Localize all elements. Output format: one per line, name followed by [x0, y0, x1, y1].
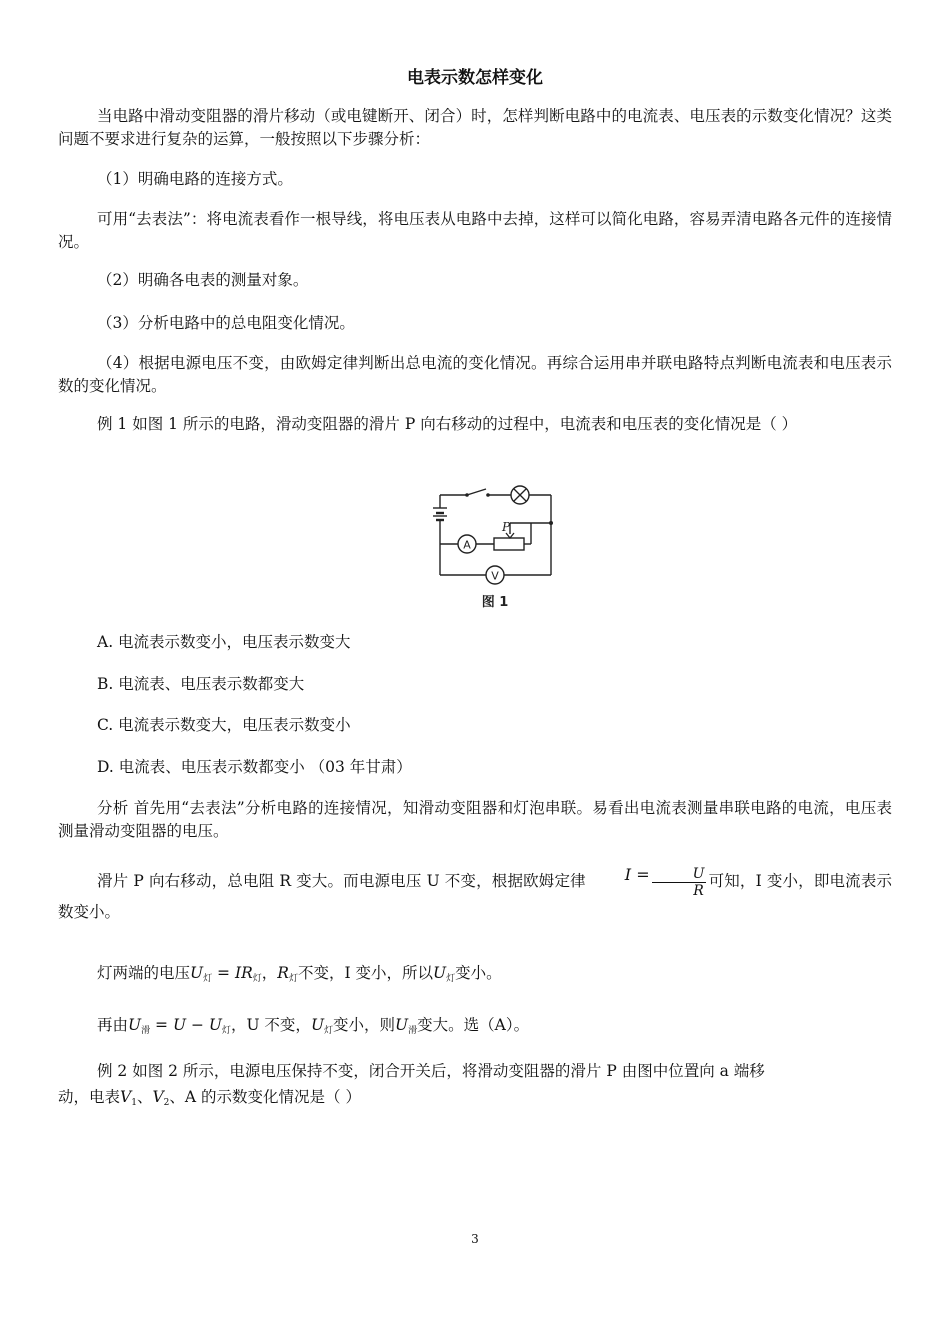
- reasoning-2-mid: 不变，I 变小，所以: [297, 964, 434, 982]
- voltmeter-label: V: [491, 569, 499, 583]
- figure-caption: 图 1: [481, 595, 509, 610]
- circuit-diagram: [420, 478, 570, 618]
- formula-lhs: I =: [624, 865, 650, 884]
- formula-u-slider: $U_滑 = U - U_灯$: [128, 1016, 231, 1036]
- formula-denominator: R: [693, 882, 704, 899]
- junction-dot: [549, 521, 553, 525]
- reasoning-3-sep: ，U 不变，: [230, 1016, 311, 1034]
- example-2-line-1: 例 2 如图 2 所示，电源电压保持不变，闭合开关后，将滑动变阻器的滑片 P 由图中位置向 a 端移: [97, 1062, 765, 1080]
- page-title: 电表示数怎样变化: [407, 68, 543, 88]
- intro-paragraph: 当电路中滑动变阻器的滑片移动（或电键断开、闭合）时，怎样判断电路中的电流表、电压表的示数变化情况？这类问题不要求进行复杂的运算，一般按照以下步骤分析：: [58, 107, 892, 148]
- step-3: （3）分析电路中的总电阻变化情况。: [97, 314, 355, 332]
- reasoning-slider-voltage: [97, 1014, 529, 1043]
- slider-label: P: [502, 520, 511, 534]
- reasoning-3-tail: 变大。选（A）。: [417, 1016, 530, 1034]
- reasoning-lamp-voltage: [97, 962, 502, 991]
- option-a: A. 电流表示数变小，电压表示数变大: [97, 633, 351, 651]
- reasoning-2-tail: 变小。: [455, 964, 502, 982]
- reasoning-2-text: 灯两端的电压: [97, 964, 191, 982]
- lamp-icon: [511, 486, 529, 504]
- symbol-v1: $V_1$: [120, 1088, 137, 1108]
- reasoning-2-sep: ，: [261, 964, 278, 982]
- step-2: （2）明确各电表的测量对象。: [97, 271, 309, 289]
- formula-fraction: [652, 866, 707, 899]
- example-2-sep: 、: [136, 1088, 153, 1106]
- analysis-paragraph: 分析 首先用“去表法”分析电路的连接情况，知滑动变阻器和灯泡串联。易看出电流表测量串联电路的电流，电压表测量滑动变阻器的电压。: [58, 799, 892, 840]
- ammeter-icon: [458, 535, 476, 553]
- example-2-tail: 、A 的示数变化情况是（ ）: [169, 1088, 361, 1106]
- reasoning-ohms-law: [58, 862, 892, 925]
- voltmeter-icon: [486, 566, 504, 584]
- example-2-line-2: [58, 1086, 361, 1115]
- formula-numerator: U: [652, 866, 707, 883]
- switch-contact: [486, 493, 490, 497]
- formula-u-lamp: $U_灯 = IR_灯$: [190, 964, 262, 984]
- reasoning-1-tail: 可知，I 变小，即电流表示数变小。: [58, 872, 892, 921]
- symbol-v2: $V_2$: [152, 1088, 170, 1108]
- page-number: 3: [471, 1232, 479, 1246]
- option-b: B. 电流表、电压表示数都变大: [97, 675, 305, 693]
- reasoning-1-text: 滑片 P 向右移动，总电阻 R 变大。而电源电压 U 不变，根据欧姆定律: [97, 872, 586, 890]
- option-d: D. 电流表、电压表示数都变小 （03 年甘肃）: [97, 758, 412, 776]
- reasoning-3-text: 再由: [97, 1016, 129, 1034]
- step-1: （1）明确电路的连接方式。: [97, 170, 293, 188]
- formula-u-lamp-2: $U_灯$: [433, 964, 456, 984]
- rheostat: [494, 538, 524, 550]
- formula-u-lamp-3: $U_灯$: [310, 1016, 334, 1036]
- reasoning-3-mid: 变小，则: [333, 1016, 396, 1034]
- example-2-text: 动，电表: [58, 1088, 121, 1106]
- option-c: C. 电流表示数变大，电压表示数变小: [97, 716, 351, 734]
- example-1-question: 例 1 如图 1 所示的电路，滑动变阻器的滑片 P 向右移动的过程中，电流表和电压表的变化情况是（ ）: [97, 415, 798, 433]
- step-4: （4）根据电源电压不变，由欧姆定律判断出总电流的变化情况。再综合运用串并联电路特点判断电流表和电压表示数的变化情况。: [58, 354, 892, 395]
- switch-contact: [465, 493, 469, 497]
- ammeter-label: A: [463, 538, 471, 552]
- formula-u-slider-2: $U_滑$: [395, 1016, 418, 1036]
- formula-r-lamp: $R_灯$: [277, 964, 298, 984]
- step-1-note: 可用“去表法”：将电流表看作一根导线，将电压表从电路中去掉，这样可以简化电路，容易弄清电路各元件的连接情况。: [58, 210, 892, 251]
- switch-lever: [467, 489, 486, 495]
- figure-1: [420, 478, 570, 618]
